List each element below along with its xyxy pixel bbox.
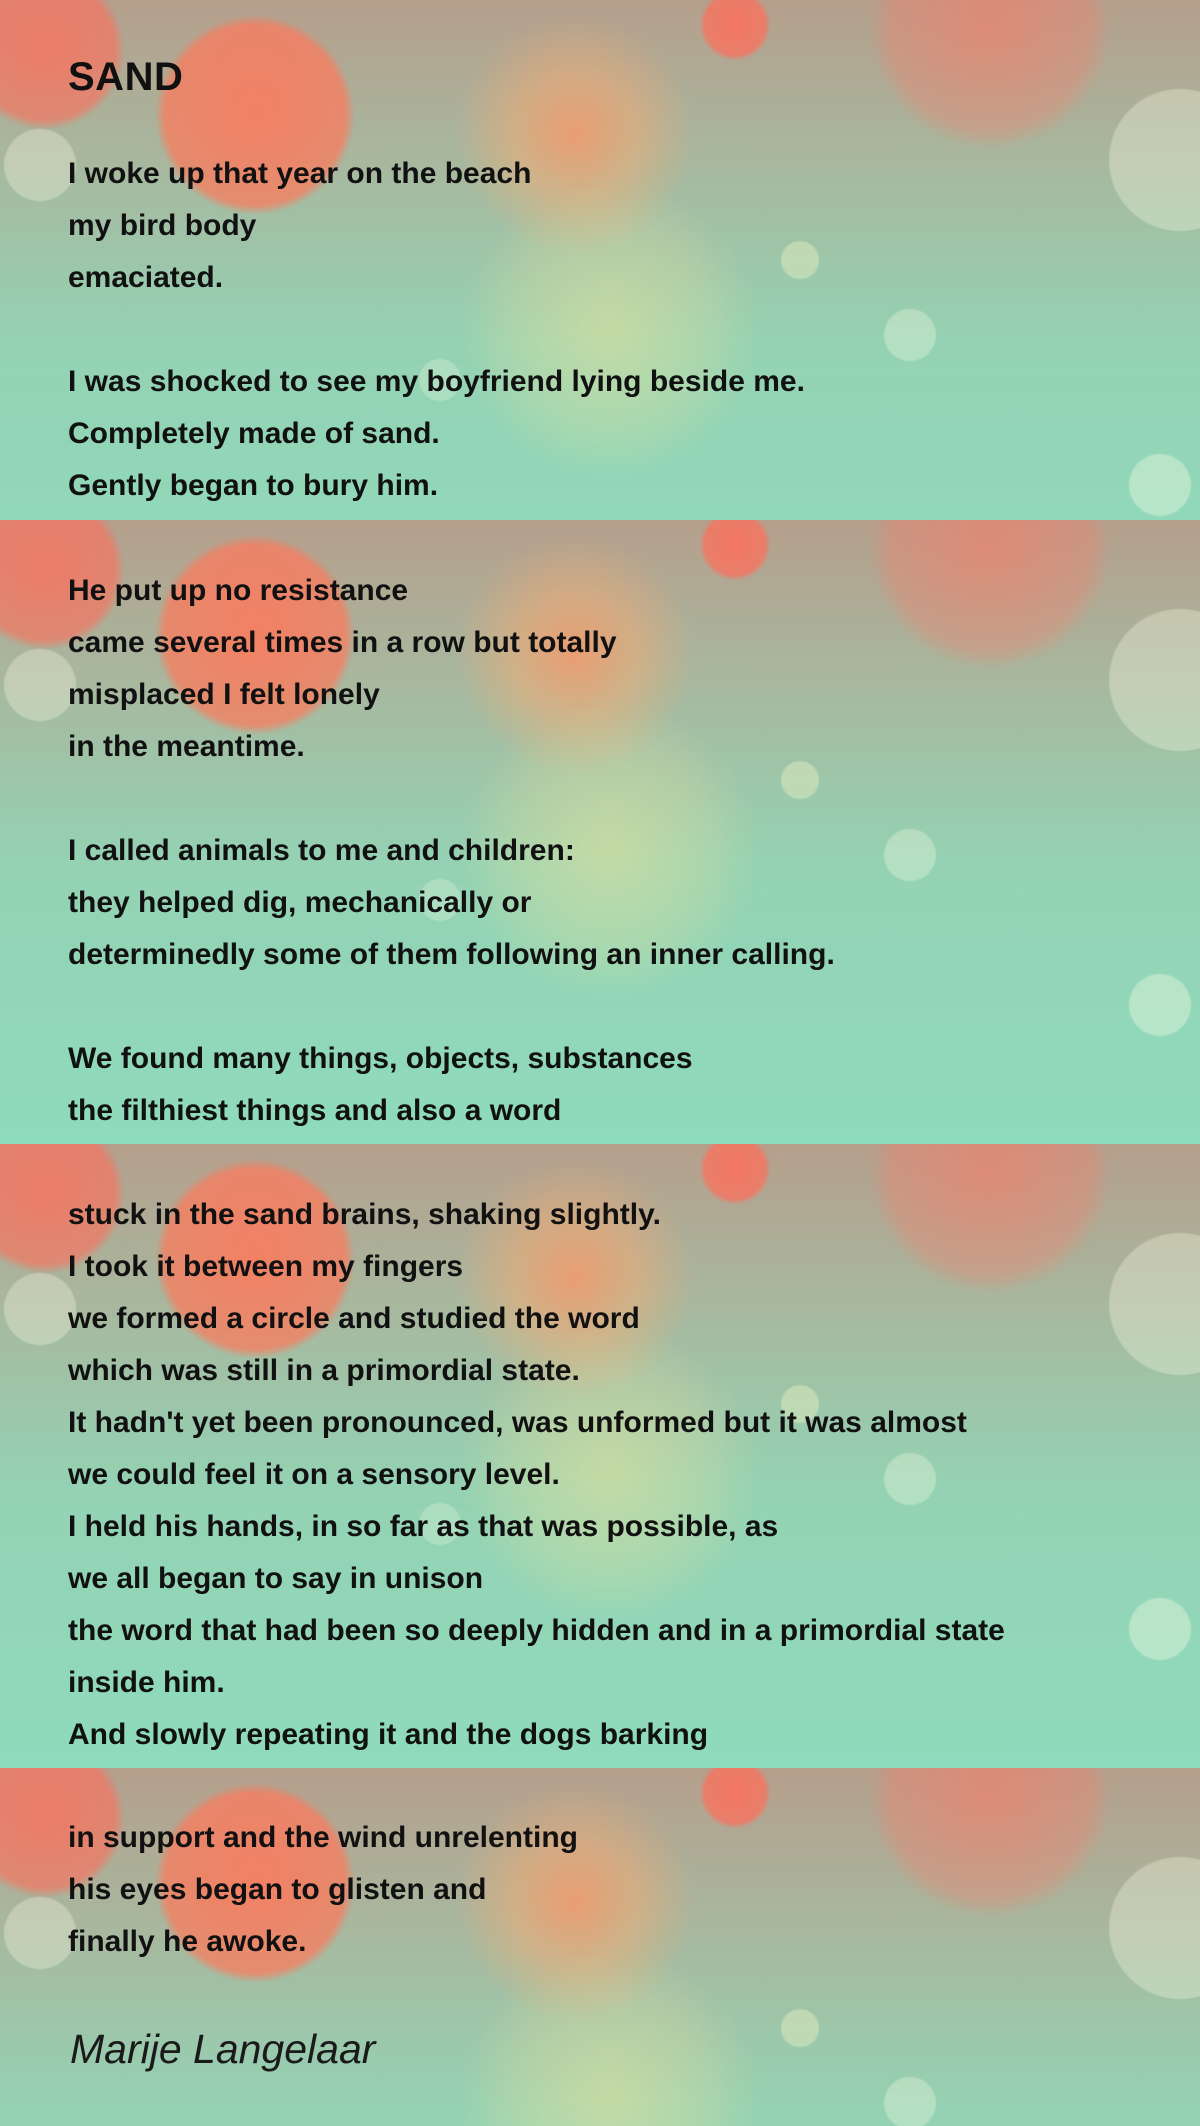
poem-line: in the meantime. xyxy=(68,730,305,763)
poem-line: the word that had been so deeply hidden and in a primordial state xyxy=(68,1614,1005,1647)
poem-line: I held his hands, in so far as that was possible, as xyxy=(68,1510,779,1543)
poem-line: we formed a circle and studied the word xyxy=(68,1302,640,1335)
poem-title: SAND xyxy=(68,55,184,99)
poem-line: misplaced I felt lonely xyxy=(68,678,380,711)
poem-line: I was shocked to see my boyfriend lying beside me. xyxy=(68,365,805,398)
poem-line: which was still in a primordial state. xyxy=(68,1354,580,1387)
poem-line: finally he awoke. xyxy=(68,1925,307,1958)
stanza-3 xyxy=(68,565,617,773)
poem-line: inside him. xyxy=(68,1666,225,1699)
stanza-5 xyxy=(68,1033,693,1137)
poem-line: in support and the wind unrelenting xyxy=(68,1821,578,1854)
poem-line: I took it between my fingers xyxy=(68,1250,464,1283)
poem-line: stuck in the sand brains, shaking slightly. xyxy=(68,1198,661,1231)
poem-line: they helped dig, mechanically or xyxy=(68,886,532,919)
poem-line: we all began to say in unison xyxy=(68,1562,484,1595)
poem-line: Completely made of sand. xyxy=(68,417,440,450)
poem-line: emaciated. xyxy=(68,261,224,294)
poem-line: we could feel it on a sensory level. xyxy=(68,1458,560,1491)
stanza-7 xyxy=(68,1812,578,1968)
poem-author: Marije Langelaar xyxy=(70,2026,376,2072)
poem-line: I woke up that year on the beach xyxy=(68,157,532,190)
poem-line: He put up no resistance xyxy=(68,574,409,607)
poem-line: We found many things, objects, substances xyxy=(68,1042,693,1075)
poem-line: his eyes began to glisten and xyxy=(68,1873,487,1906)
poem-line: Gently began to bury him. xyxy=(68,469,439,502)
poem-line: the filthiest things and also a word xyxy=(68,1094,562,1127)
poem-line: It hadn't yet been pronounced, was unformed but it was almost xyxy=(68,1406,967,1439)
poem-line: I called animals to me and children: xyxy=(68,834,575,867)
poem-line: came several times in a row but totally xyxy=(68,626,617,659)
poem-line: determinedly some of them following an inner calling. xyxy=(68,938,835,971)
stanza-1 xyxy=(68,148,531,304)
stanza-6 xyxy=(68,1189,1005,1761)
stanza-4 xyxy=(68,825,835,981)
stanza-2 xyxy=(68,356,805,512)
poem-line: my bird body xyxy=(68,209,257,242)
poem-line: And slowly repeating it and the dogs barking xyxy=(68,1718,709,1751)
